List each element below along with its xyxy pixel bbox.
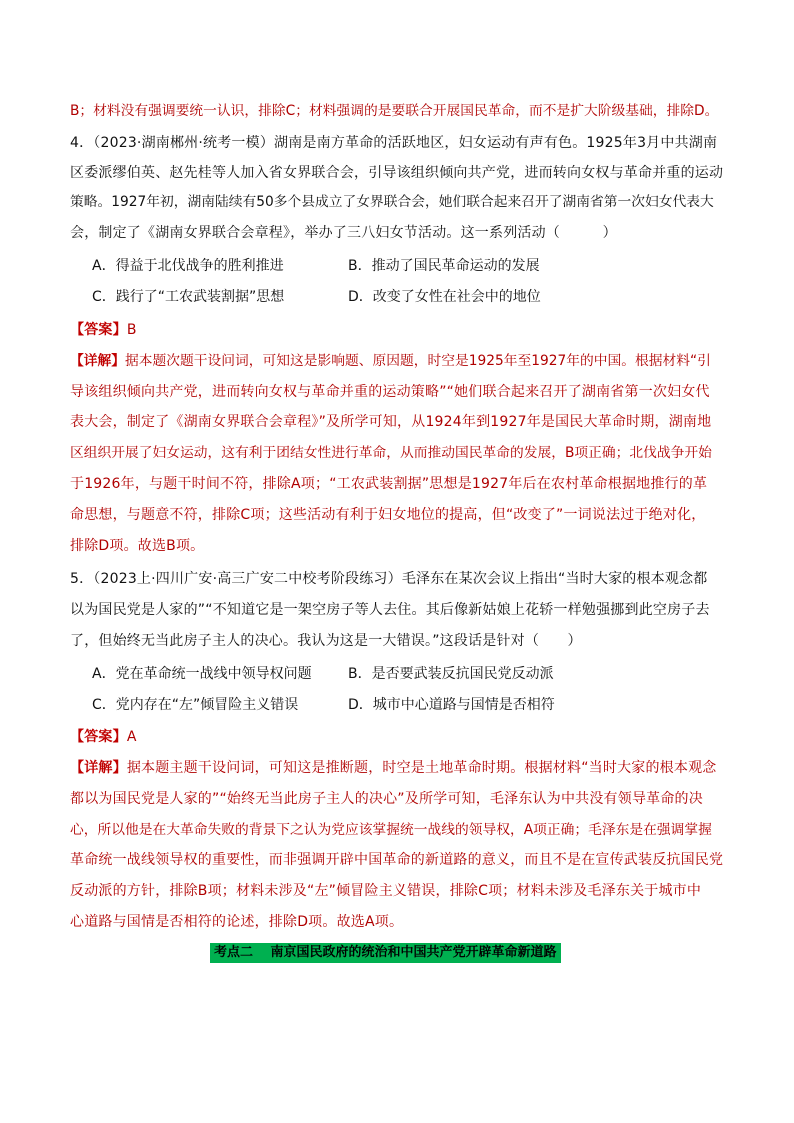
question-5-option-b: B．是否要武装反抗国民党反动派: [348, 666, 554, 682]
question-4-explanation: 命思想，与题意不符，排除C项；这些活动有利于妇女地位的提高，但“改变了”一词说法过于绝对化，: [70, 507, 706, 523]
answer-value: B: [126, 322, 137, 338]
question-4-stem: 区委派缪伯英、赵先桂等人加入省女界联合会，引导该组织倾向共产党，进而转向女权与革命并重的运动: [70, 165, 724, 181]
question-5-stem: 以为国民党是人家的”“不知道它是一架空房子等人去住。其后像新姑娘上花轿一样勉强挪到此空房子去: [70, 602, 710, 618]
question-4-explanation: [70, 351, 730, 373]
question-5-stem: 了，但始终无当此房子主人的决心。我认为这是一大错误。”这段话是针对（ ）: [70, 633, 582, 649]
question-4-option-a: A．得益于北伐战争的胜利推进: [92, 258, 284, 274]
question-4-explanation: 排除D项。故选B项。: [70, 538, 205, 554]
question-4-explanation: 于1926年，与题干时间不符，排除A项；“工农武装割据”思想是1927年后在农村革命根据地推行的革: [70, 476, 708, 492]
question-4-explanation: 表大会，制定了《湖南女界联合会章程》”及所学可知，从1924年到1927年是国民大革命时期，湖南地: [70, 414, 712, 430]
question-5-explanation: 心道路与国情是否相符的论述，排除D项。故选A项。: [70, 914, 404, 930]
question-4-answer: [70, 320, 730, 342]
section-heading: 考点二 南京国民政府的统治和中国共产党开辟革命新道路: [210, 943, 561, 963]
explanation-text: 据本题主题干设问词，可知这是推断题，时空是土地革命时期。根据材料“当时大家的根本观念: [126, 760, 717, 776]
question-4-stem: 会，制定了《湖南女界联合会章程》，举办了三八妇女节活动。这一系列活动（ ）: [70, 225, 617, 241]
question-4-option-b: B．推动了国民革命运动的发展: [348, 258, 540, 274]
question-5-explanation: 心，所以他是在大革命失败的背景下之认为党应该掌握统一战线的领导权，A项正确；毛泽东是在强调掌握: [70, 822, 712, 838]
question-4-option-d: D．改变了女性在社会中的地位: [348, 289, 541, 305]
answer-tag: 【答案】: [70, 729, 127, 745]
text-line: B；材料没有强调要统一认识，排除C；材料强调的是要联合开展国民革命，而不是扩大阶级基础，排除D。: [70, 103, 719, 119]
question-4-stem: 4．（2023·湖南郴州·统考一模）湖南是南方革命的活跃地区，妇女运动有声有色。1925年3月中共湖南: [70, 135, 718, 151]
question-5-option-d: D．城市中心道路与国情是否相符: [348, 697, 555, 713]
explanation-tag: 【详解】: [70, 353, 126, 369]
question-5-answer: [70, 727, 730, 749]
question-4-option-c: C．践行了“工农武装割据”思想: [92, 289, 285, 305]
question-5-option-c: C．党内存在“左”倾冒险主义错误: [92, 697, 299, 713]
question-4-stem: 策略。1927年初，湖南陆续有50多个县成立了女界联合会，她们联合起来召开了湖南省第一次妇女代表大: [70, 194, 714, 210]
question-5-option-a: A．党在革命统一战线中领导权问题: [92, 666, 312, 682]
question-4-explanation: 区组织开展了妇女运动，这有利于团结女性进行革命，从而推动国民革命的发展，B项正确；北伐战争开始: [70, 445, 712, 461]
explanation-tag: 【详解】: [70, 760, 127, 776]
question-5-explanation: 革命统一战线领导权的重要性，而非强调开辟中国革命的新道路的意义，而且不是在宣传武装反抗国民党: [70, 852, 724, 868]
explanation-text: 据本题次题干设问词，可知这是影响题、原因题，时空是1925年至1927年的中国。根据材料“引: [125, 353, 711, 369]
answer-value: A: [126, 729, 137, 745]
question-5-explanation: 反动派的方针，排除B项；材料未涉及“左”倾冒险主义错误，排除C项；材料未涉及毛泽东关于城市中: [70, 883, 702, 899]
question-5-explanation: [70, 758, 730, 780]
question-4-explanation: 导该组织倾向共产党，进而转向女权与革命并重的运动策略”“她们联合起来召开了湖南省第一次妇女代: [70, 384, 710, 400]
question-5-explanation: 都以为国民党是人家的”“始终无当此房子主人的决心”及所学可知，毛泽东认为中共没有领导革命的决: [70, 791, 703, 807]
answer-tag: 【答案】: [70, 322, 127, 338]
question-5-stem: 5．（2023上·四川广安·高三广安二中校考阶段练习）毛泽东在某次会议上指出“当时大家的根本观念都: [70, 571, 708, 587]
